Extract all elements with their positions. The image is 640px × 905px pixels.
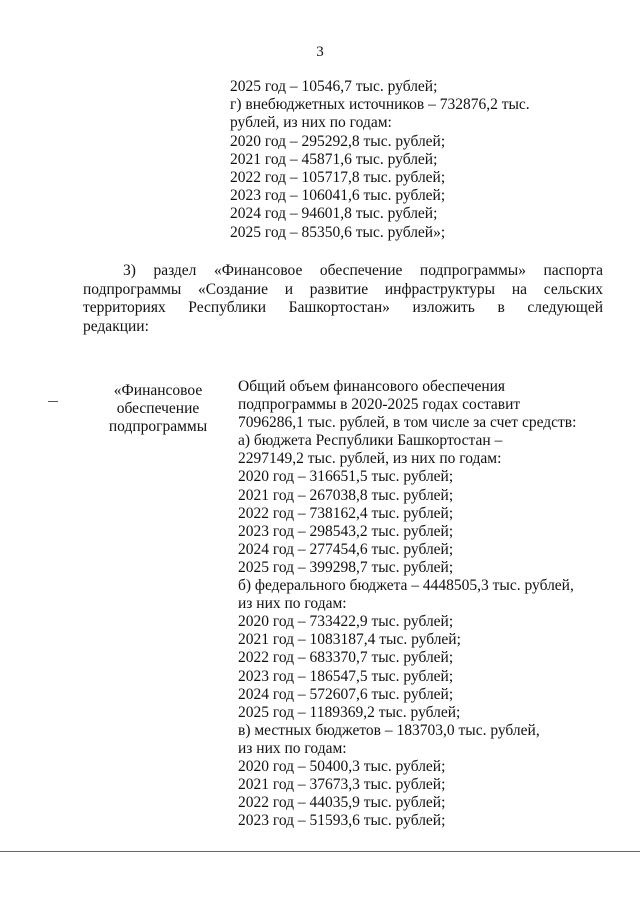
text-line: рублей, из них по годам: xyxy=(230,114,392,132)
text-line: 2020 год – 50400,3 тыс. рублей; xyxy=(238,757,446,775)
text-line: 2022 год – 738162,4 тыс. рублей; xyxy=(238,504,454,522)
text-line: «Финансовое xyxy=(113,382,203,399)
text-line: 2024 год – 277454,6 тыс. рублей; xyxy=(238,540,454,558)
text-line: 2025 год – 10546,7 тыс. рублей; xyxy=(230,78,438,95)
section-label xyxy=(96,382,220,437)
amendment-paragraph xyxy=(83,262,603,336)
text-line: 2297149,2 тыс. рублей, из них по годам: xyxy=(238,450,502,468)
text-line: 2021 год – 37673,3 тыс. рублей; xyxy=(238,776,446,794)
text-line: 2024 год – 572607,6 тыс. рублей; xyxy=(238,685,454,703)
text-line: 2022 год – 105717,8 тыс. рублей; xyxy=(230,169,446,187)
page-number: 3 xyxy=(316,44,324,60)
text-line: 2022 год – 683370,7 тыс. рублей; xyxy=(238,649,454,667)
text-line: подпрограммы xyxy=(108,418,208,436)
page-bottom-rule xyxy=(0,851,640,852)
text-line: подпрограммы «Создание и развитие инфраструктуры на сельских xyxy=(83,280,603,298)
funding-continuation xyxy=(230,78,530,242)
text-line: 2021 год – 267038,8 тыс. рублей; xyxy=(238,486,454,504)
text-line: 2025 год – 85350,6 тыс. рублей»; xyxy=(230,223,446,241)
text-line: а) бюджета Республики Башкортостан – xyxy=(238,432,503,450)
text-line: 2021 год – 1083187,4 тыс. рублей; xyxy=(238,631,461,649)
text-line: 3) раздел «Финансовое обеспечение подпрограммы» паспорта xyxy=(123,262,603,279)
text-line: из них по годам: xyxy=(238,595,347,613)
text-line: 2023 год – 106041,6 тыс. рублей; xyxy=(230,187,446,205)
text-line: 2020 год – 295292,8 тыс. рублей; xyxy=(230,132,446,150)
text-line: 2025 год – 1189369,2 тыс. рублей; xyxy=(238,703,461,721)
section-content xyxy=(238,378,576,830)
scan-artifact xyxy=(48,401,58,402)
text-line: подпрограммы в 2020-2025 годах составит xyxy=(238,396,521,414)
text-line: 2023 год – 51593,6 тыс. рублей; xyxy=(238,812,446,830)
text-line: обеспечение xyxy=(116,400,200,418)
text-line: б) федерального бюджета – 4448505,3 тыс. рублей, xyxy=(238,577,574,595)
text-line: г) внебюджетных источников – 732876,2 тыс. xyxy=(230,96,530,114)
text-line: 2020 год – 316651,5 тыс. рублей; xyxy=(238,468,454,486)
text-line: 2022 год – 44035,9 тыс. рублей; xyxy=(238,794,446,812)
text-line: Общий объем финансового обеспечения xyxy=(238,378,506,395)
text-line: 2024 год – 94601,8 тыс. рублей; xyxy=(230,205,438,223)
text-line: 2023 год – 186547,5 тыс. рублей; xyxy=(238,667,454,685)
text-line: 2025 год – 399298,7 тыс. рублей; xyxy=(238,558,454,576)
text-line: в) местных бюджетов – 183703,0 тыс. рублей, xyxy=(238,721,540,739)
text-line: территориях Республики Башкортостан» изложить в следующей xyxy=(83,299,603,316)
text-line: 2023 год – 298543,2 тыс. рублей; xyxy=(238,522,454,540)
text-line: 2020 год – 733422,9 тыс. рублей; xyxy=(238,613,454,631)
text-line: редакции: xyxy=(83,317,149,335)
text-line: из них по годам: xyxy=(238,739,347,757)
text-line: 2021 год – 45871,6 тыс. рублей; xyxy=(230,150,438,168)
text-line: 7096286,1 тыс. рублей, в том числе за счет средств: xyxy=(238,414,577,432)
